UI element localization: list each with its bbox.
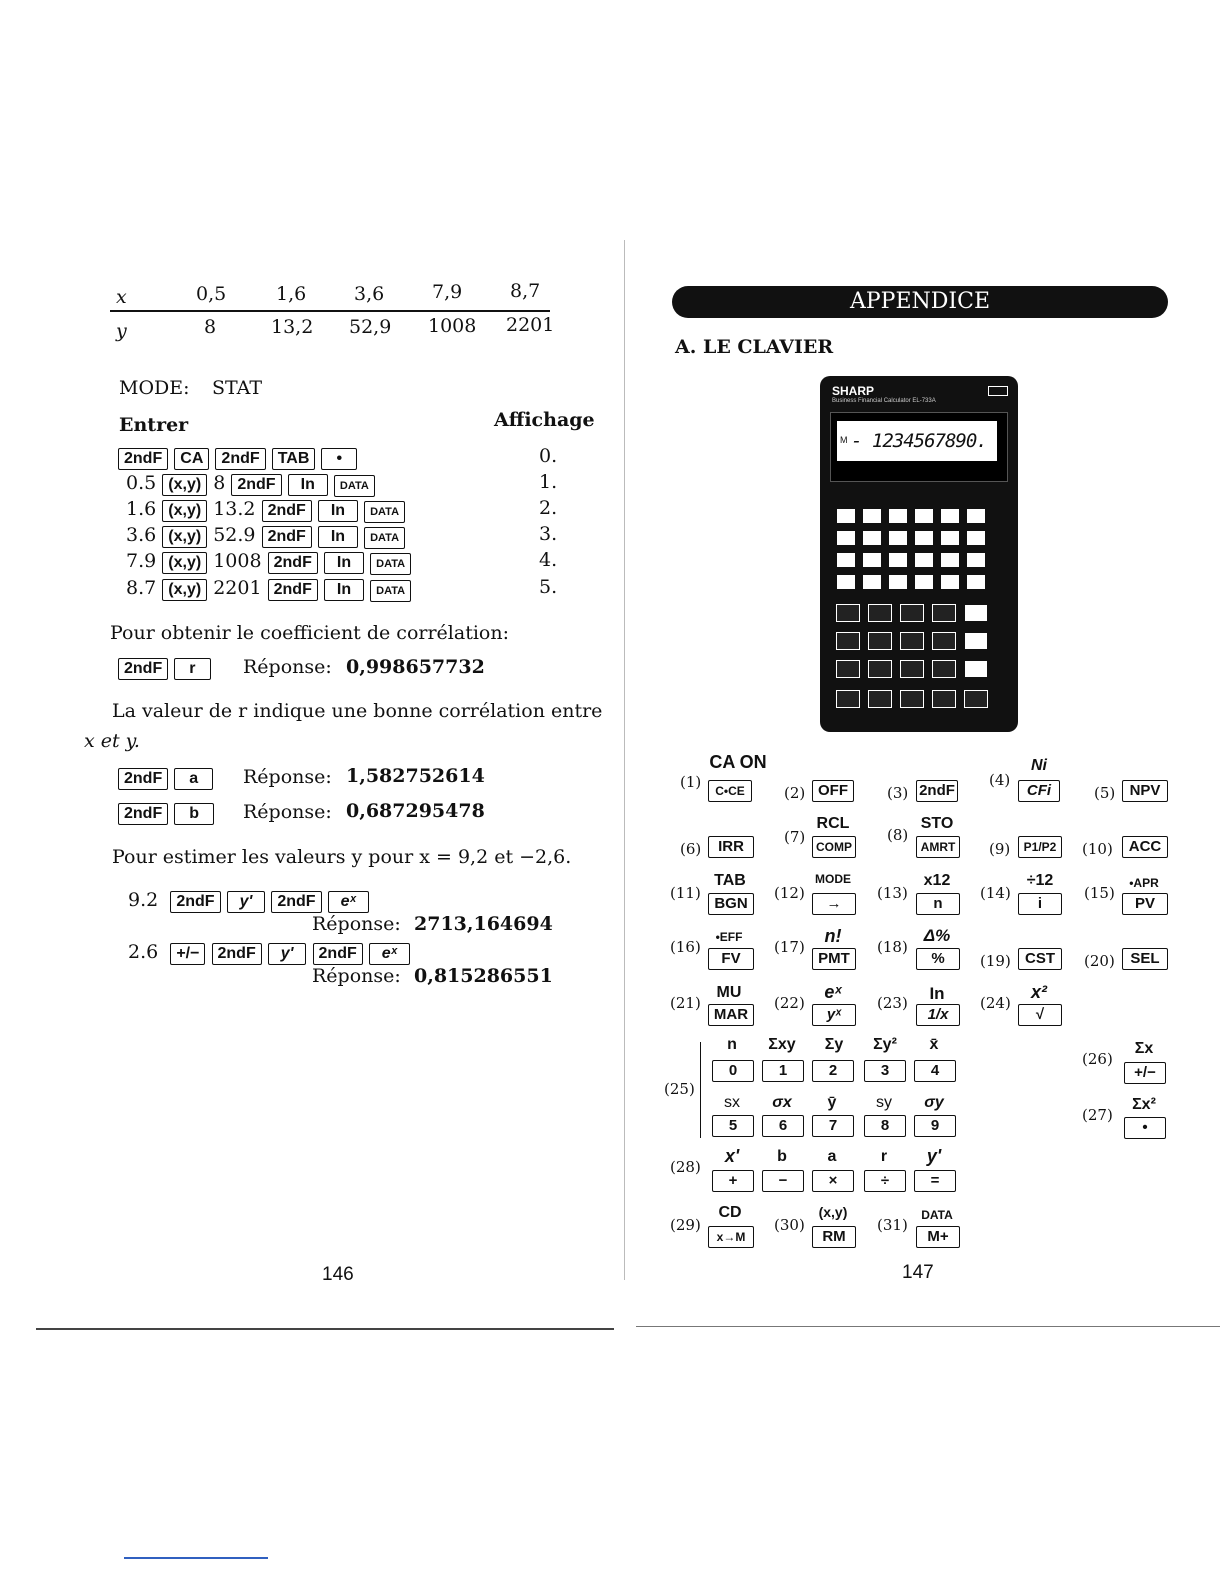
calc-key xyxy=(940,508,960,524)
display-value: 4. xyxy=(539,549,558,571)
a-keys xyxy=(118,766,213,790)
legend-key: 9 xyxy=(914,1115,956,1137)
calc-key xyxy=(966,552,986,568)
calc-key xyxy=(940,574,960,590)
key-plus-minus: +/− xyxy=(170,943,205,965)
entry-number: 13.2 xyxy=(213,498,256,520)
legend-number: (7) xyxy=(784,828,806,846)
link-underline xyxy=(124,1557,268,1559)
entry-number: 52.9 xyxy=(213,524,256,546)
legend-number: (20) xyxy=(1084,952,1115,970)
legend-top-label: Ni xyxy=(1031,757,1047,774)
legend-top-label: Σx xyxy=(1134,1040,1154,1057)
calculator-model: Business Financial Calculator EL-733A xyxy=(832,398,936,404)
legend-number: (9) xyxy=(989,840,1011,858)
legend-key: M+ xyxy=(916,1226,960,1248)
calc-key xyxy=(836,552,856,568)
key-dot: • xyxy=(321,448,357,470)
legend-top-label: x12 xyxy=(923,872,951,889)
enter-header: Entrer xyxy=(119,414,189,436)
legend-top-label: a xyxy=(827,1148,837,1165)
calc-key xyxy=(900,632,924,650)
corr-comment: La valeur de r indique une bonne corrélation entre xyxy=(112,700,603,722)
calc-key xyxy=(862,552,882,568)
legend-number: (27) xyxy=(1082,1106,1113,1124)
key-2ndf: 2ndF xyxy=(118,658,168,680)
table-x-cell: 3,6 xyxy=(354,283,385,305)
legend-top-label: sx xyxy=(724,1094,740,1111)
calc-key xyxy=(836,574,856,590)
group-brace xyxy=(700,1042,709,1138)
legend-key: PMT xyxy=(812,948,856,970)
calc-key xyxy=(836,508,856,524)
mode-label: MODE: xyxy=(119,377,190,399)
legend-key: RM xyxy=(812,1226,856,1248)
key-2ndf: 2ndF xyxy=(215,448,265,470)
key-xy: (x,y) xyxy=(162,474,207,496)
est1-answer: 2713,164694 xyxy=(414,913,553,935)
key-ln: In xyxy=(324,579,364,601)
table-x-cell: 1,6 xyxy=(276,283,307,305)
calculator-lcd xyxy=(837,421,997,461)
entry-value: 8.7 xyxy=(126,577,157,599)
legend-top-label: r xyxy=(880,1148,888,1165)
legend-key: 2 xyxy=(812,1060,854,1082)
corr-answer: 0,998657732 xyxy=(346,656,485,678)
calc-key xyxy=(940,530,960,546)
page-number: 146 xyxy=(322,1264,354,1285)
legend-key: CFi xyxy=(1018,780,1060,802)
legend-key: • xyxy=(1124,1117,1166,1139)
legend-key: yˣ xyxy=(812,1004,856,1026)
calc-key xyxy=(914,530,934,546)
calc-key xyxy=(914,508,934,524)
legend-key: MAR xyxy=(708,1004,754,1026)
mode-value: STAT xyxy=(212,377,263,399)
legend-key: × xyxy=(812,1170,854,1192)
key-ca: CA xyxy=(174,448,209,470)
calc-key xyxy=(836,660,860,678)
legend-number: (30) xyxy=(774,1216,805,1234)
legend-key: − xyxy=(762,1170,804,1192)
legend-key: 8 xyxy=(864,1115,906,1137)
table-y-cell: 8 xyxy=(204,316,217,338)
key-xy: (x,y) xyxy=(162,579,207,601)
legend-top-label: sy xyxy=(876,1094,892,1111)
legend-key: n xyxy=(916,893,960,915)
legend-number: (21) xyxy=(670,994,701,1012)
calc-key xyxy=(868,660,892,678)
legend-top-label: Δ% xyxy=(923,926,951,945)
calc-key xyxy=(932,632,956,650)
legend-number: (4) xyxy=(989,771,1011,789)
legend-key: OFF xyxy=(812,780,854,802)
key-r: r xyxy=(174,658,210,680)
a-answer: 1,582752614 xyxy=(346,765,485,787)
est2-keys xyxy=(128,941,410,965)
est1-keys xyxy=(128,889,369,913)
b-answer: 0,687295478 xyxy=(346,800,485,822)
legend-number: (14) xyxy=(980,884,1011,902)
response-label: Réponse: xyxy=(243,801,332,823)
legend-top-label: In xyxy=(929,984,945,1003)
key-data: DATA xyxy=(370,553,411,575)
legend-key: ACC xyxy=(1122,836,1168,858)
legend-number: (12) xyxy=(774,884,805,902)
legend-top-label: (x,y) xyxy=(818,1204,848,1220)
entry-row xyxy=(126,577,411,602)
calc-key xyxy=(932,660,956,678)
display-value: 5. xyxy=(539,576,558,598)
display-value: 0. xyxy=(539,445,558,467)
key-2ndf: 2ndF xyxy=(271,891,321,913)
key-2ndf: 2ndF xyxy=(212,943,262,965)
legend-number: (10) xyxy=(1082,840,1113,858)
legend-top-label: MODE xyxy=(815,872,851,886)
b-keys xyxy=(118,801,214,825)
legend-key: → xyxy=(812,893,856,915)
legend-top-label: •APR xyxy=(1129,876,1159,890)
entry-value: 7.9 xyxy=(126,550,157,572)
table-divider xyxy=(110,310,550,312)
legend-number: (23) xyxy=(877,994,908,1012)
key-ln: In xyxy=(318,500,358,522)
legend-key: 1/x xyxy=(916,1004,960,1026)
legend-key: √ xyxy=(1018,1004,1062,1026)
page-number: 147 xyxy=(902,1262,934,1283)
key-2ndf: 2ndF xyxy=(262,526,312,548)
key-2ndf: 2ndF xyxy=(313,943,363,965)
lcd-digits: - 1234567890. xyxy=(851,430,987,452)
calc-key xyxy=(888,530,908,546)
legend-number: (18) xyxy=(877,938,908,956)
calc-key xyxy=(900,660,924,678)
calc-key xyxy=(888,508,908,524)
page-gutter xyxy=(624,240,625,1280)
legend-key: FV xyxy=(708,948,754,970)
corr-comment: x et y. xyxy=(84,730,140,752)
calc-key xyxy=(862,574,882,590)
key-2ndf: 2ndF xyxy=(268,579,318,601)
key-ln: In xyxy=(324,552,364,574)
section-title: A. LE CLAVIER xyxy=(675,336,834,358)
legend-key: P1/P2 xyxy=(1018,836,1062,858)
key-ln: In xyxy=(288,474,328,496)
legend-number: (19) xyxy=(980,952,1011,970)
key-tab: TAB xyxy=(272,448,316,470)
table-y-cell: 1008 xyxy=(428,315,477,337)
legend-key: NPV xyxy=(1122,780,1168,802)
key-ex: eˣ xyxy=(328,891,369,913)
key-y-prime: y' xyxy=(227,891,266,913)
entry-value: 0.5 xyxy=(126,472,157,494)
legend-key: 7 xyxy=(812,1115,854,1137)
table-x-cell: 0,5 xyxy=(196,283,227,305)
entry-value: 1.6 xyxy=(126,498,157,520)
est2-answer: 0,815286551 xyxy=(414,965,553,987)
calc-key xyxy=(836,690,860,708)
legend-key: 6 xyxy=(762,1115,804,1137)
calc-key xyxy=(888,552,908,568)
calc-key xyxy=(932,690,956,708)
calc-key xyxy=(868,690,892,708)
legend-top-label: n xyxy=(727,1036,737,1053)
table-y-cell: 2201 xyxy=(506,314,555,336)
legend-number: (5) xyxy=(1094,784,1116,802)
legend-number: (1) xyxy=(680,773,702,791)
legend-top-label: x² xyxy=(1030,982,1047,1002)
key-2ndf: 2ndF xyxy=(262,500,312,522)
response-label: Réponse: xyxy=(312,913,401,935)
legend-top-label: σx xyxy=(772,1094,792,1111)
display-value: 1. xyxy=(539,471,558,493)
legend-top-label: x̄ xyxy=(929,1036,939,1053)
key-xy: (x,y) xyxy=(162,526,207,548)
legend-key: SEL xyxy=(1122,948,1168,970)
calc-key xyxy=(914,552,934,568)
legend-top-label: STO xyxy=(920,815,954,832)
calculator-display-frame xyxy=(830,412,1008,482)
legend-number: (24) xyxy=(980,994,1011,1012)
calc-key xyxy=(940,552,960,568)
legend-key: ÷ xyxy=(864,1170,906,1192)
calc-key xyxy=(966,574,986,590)
calculator-brand: SHARP xyxy=(832,384,875,398)
key-2ndf: 2ndF xyxy=(118,803,168,825)
calc-key xyxy=(900,604,924,622)
key-2ndf: 2ndF xyxy=(231,474,281,496)
calc-key xyxy=(836,604,860,622)
legend-top-label: b xyxy=(777,1148,787,1165)
key-b: b xyxy=(174,803,214,825)
calc-key xyxy=(964,660,988,678)
legend-number: (3) xyxy=(887,784,909,802)
legend-key: 0 xyxy=(712,1060,754,1082)
entry-row xyxy=(126,524,405,549)
legend-key: PV xyxy=(1122,893,1168,915)
legend-key: = xyxy=(914,1170,956,1192)
calculator-keypad xyxy=(832,504,1008,724)
lcd-m-indicator: M xyxy=(840,435,848,445)
calc-key xyxy=(966,508,986,524)
legend-number: (26) xyxy=(1082,1050,1113,1068)
table-x-label: x xyxy=(116,286,127,308)
key-a: a xyxy=(174,768,213,790)
est2-value: 2.6 xyxy=(128,941,159,963)
legend-top-label: eˣ xyxy=(824,982,842,1002)
legend-key: 1 xyxy=(762,1060,804,1082)
key-data: DATA xyxy=(364,527,405,549)
legend-key: 3 xyxy=(864,1060,906,1082)
legend-top-label: x' xyxy=(724,1146,740,1166)
legend-top-label: MU xyxy=(716,984,742,1001)
legend-top-label: Σxy xyxy=(768,1036,796,1053)
display-value: 2. xyxy=(539,497,558,519)
key-y-prime: y' xyxy=(268,943,307,965)
calc-key xyxy=(966,530,986,546)
calc-key xyxy=(888,574,908,590)
calc-key xyxy=(868,604,892,622)
legend-number: (29) xyxy=(670,1216,701,1234)
key-data: DATA xyxy=(334,475,375,497)
legend-number: (8) xyxy=(887,826,909,844)
entry-row xyxy=(118,446,357,470)
legend-top-label: DATA xyxy=(921,1208,953,1222)
legend-number: (13) xyxy=(877,884,908,902)
table-x-cell: 7,9 xyxy=(432,281,463,303)
response-label: Réponse: xyxy=(243,766,332,788)
entry-value: 3.6 xyxy=(126,524,157,546)
calc-key xyxy=(862,508,882,524)
legend-top-label: y' xyxy=(926,1146,942,1166)
legend-top-label: ÷12 xyxy=(1026,872,1054,889)
legend-number: (17) xyxy=(774,938,805,956)
legend-top-label: TAB xyxy=(714,872,746,889)
legend-key: IRR xyxy=(708,836,754,858)
legend-key: +/− xyxy=(1124,1062,1166,1084)
legend-number: (28) xyxy=(670,1158,701,1176)
legend-number: (16) xyxy=(670,938,701,956)
legend-top-label: RCL xyxy=(816,815,850,832)
legend-top-label: n! xyxy=(824,926,842,946)
key-2ndf: 2ndF xyxy=(118,448,168,470)
legend-key: 4 xyxy=(914,1060,956,1082)
corr-intro: Pour obtenir le coefficient de corrélation: xyxy=(110,622,509,644)
legend-key: BGN xyxy=(708,893,754,915)
legend-top-label: σy xyxy=(924,1094,944,1111)
legend-number: (22) xyxy=(774,994,805,1012)
response-label: Réponse: xyxy=(243,656,332,678)
key-ex: eˣ xyxy=(369,943,410,965)
table-y-label: y xyxy=(116,320,127,342)
calc-key xyxy=(914,574,934,590)
calc-key xyxy=(964,690,988,708)
legend-key: CST xyxy=(1018,948,1062,970)
calculator-illustration xyxy=(820,376,1018,732)
entry-number: 2201 xyxy=(213,577,262,599)
legend-top-label: CD xyxy=(718,1204,742,1221)
display-value: 3. xyxy=(539,523,558,545)
legend-key: % xyxy=(916,948,960,970)
key-ln: In xyxy=(318,526,358,548)
legend-key: x→M xyxy=(708,1226,754,1248)
key-2ndf: 2ndF xyxy=(268,552,318,574)
table-y-cell: 13,2 xyxy=(271,316,314,338)
calc-key xyxy=(932,604,956,622)
legend-number: (25) xyxy=(664,1080,695,1098)
legend-number: (11) xyxy=(670,884,701,902)
page-bottom-rule xyxy=(636,1326,1220,1327)
calc-key xyxy=(964,632,988,650)
solar-panel-icon xyxy=(988,386,1008,396)
entry-number: 1008 xyxy=(213,550,262,572)
est1-value: 9.2 xyxy=(128,889,159,911)
calc-key xyxy=(836,530,856,546)
legend-key: 2ndF xyxy=(916,780,958,802)
entry-row xyxy=(126,472,375,497)
legend-top-label: Σy xyxy=(824,1036,844,1053)
key-2ndf: 2ndF xyxy=(170,891,220,913)
page-bottom-rule xyxy=(36,1328,614,1330)
estimate-intro: Pour estimer les valeurs y pour x = 9,2 et −2,6. xyxy=(112,846,572,868)
entry-number: 8 xyxy=(213,472,226,494)
key-2ndf: 2ndF xyxy=(118,768,168,790)
legend-number: (15) xyxy=(1084,884,1115,902)
appendice-banner: APPENDICE xyxy=(672,286,1168,318)
calc-key xyxy=(862,530,882,546)
legend-top-label: CA ON xyxy=(709,752,767,772)
response-label: Réponse: xyxy=(312,965,401,987)
legend-top-label: ȳ xyxy=(827,1094,837,1111)
key-xy: (x,y) xyxy=(162,552,207,574)
corr-keys xyxy=(118,656,211,680)
legend-top-label: •EFF xyxy=(715,930,743,944)
calc-key xyxy=(836,632,860,650)
legend-top-label: Σx² xyxy=(1132,1096,1156,1113)
calc-key xyxy=(868,632,892,650)
calc-key xyxy=(964,604,988,622)
legend-key: COMP xyxy=(812,836,856,858)
legend-number: (2) xyxy=(784,784,806,802)
entry-row xyxy=(126,498,405,523)
legend-number: (31) xyxy=(877,1216,908,1234)
key-xy: (x,y) xyxy=(162,500,207,522)
table-y-cell: 52,9 xyxy=(349,316,392,338)
legend-key: C•CE xyxy=(708,780,752,802)
table-x-cell: 8,7 xyxy=(510,280,541,302)
legend-key: AMRT xyxy=(916,836,960,858)
legend-number: (6) xyxy=(680,840,702,858)
legend-key: i xyxy=(1018,893,1062,915)
key-data: DATA xyxy=(364,501,405,523)
legend-top-label: Σy² xyxy=(873,1036,897,1053)
legend-key: + xyxy=(712,1170,754,1192)
legend-key: 5 xyxy=(712,1115,754,1137)
key-data: DATA xyxy=(370,580,411,602)
calc-key xyxy=(900,690,924,708)
entry-row xyxy=(126,550,411,575)
display-header: Affichage xyxy=(494,409,595,431)
